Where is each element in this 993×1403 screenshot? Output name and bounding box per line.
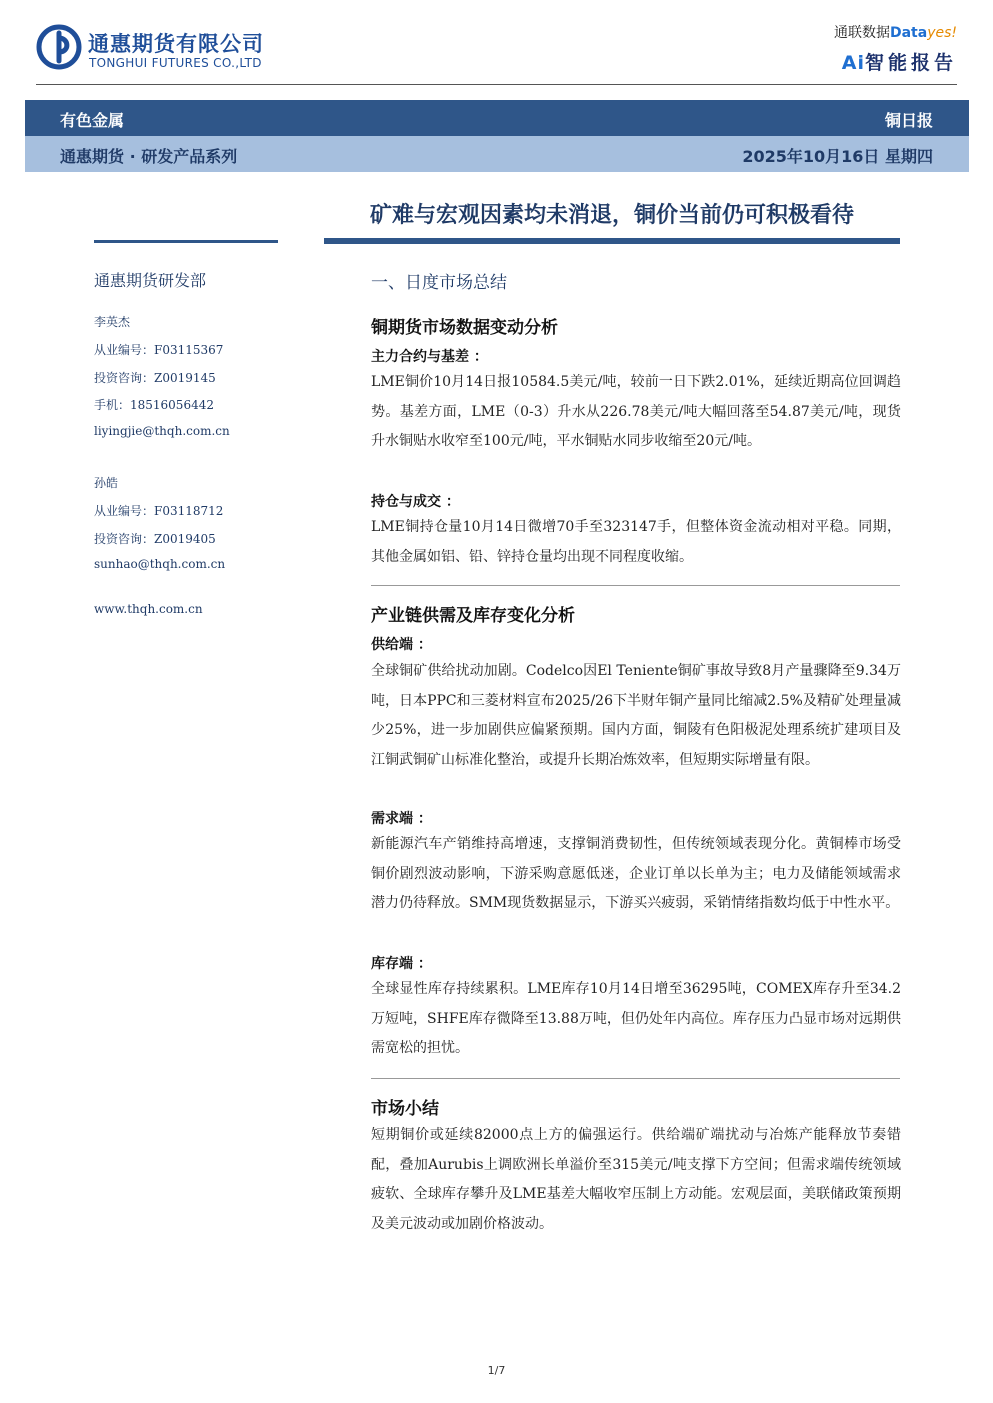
analyst2-license: 从业编号：F03118712 bbox=[94, 504, 224, 518]
analyst1-name: 李英杰 bbox=[94, 315, 131, 329]
block2-sub3: 库存端 ： bbox=[371, 956, 432, 972]
block1-sub1: 主力合约与基差 ： bbox=[371, 349, 488, 365]
analyst2-consult: 投资咨询：Z0019405 bbox=[94, 532, 216, 546]
company-name-cn: 通惠期货有限公司 bbox=[88, 32, 264, 56]
category-label: 有色金属 bbox=[60, 111, 125, 130]
series-bar bbox=[25, 136, 969, 172]
block1-sub2: 持仓与成交 ： bbox=[371, 494, 460, 510]
section-heading: 一、日度市场总结 bbox=[371, 273, 507, 293]
header-divider bbox=[36, 84, 957, 85]
title-underline bbox=[324, 238, 900, 244]
brand-prefix: 通联数据 bbox=[833, 25, 890, 41]
analyst2-email[interactable]: sunhao@thqh.com.cn bbox=[94, 557, 226, 571]
datayes-brand bbox=[757, 22, 957, 74]
category-bar bbox=[25, 100, 969, 136]
sidebar-topline bbox=[94, 240, 278, 243]
report-title: 矿难与宏观因素均未消退，铜价当前仍可积极看待 bbox=[369, 203, 854, 228]
analyst2-name: 孙皓 bbox=[94, 476, 119, 490]
brand-ai-report bbox=[842, 48, 957, 75]
block1-para1: LME铜价10月14日报10584.5美元/吨，较前一日下跌2.01%，延续近期高位回调趋势。基差方面，LME（0-3）升水从226.78美元/吨大幅回落至54.87美元/吨，现货升水铜贴水收窄至100元/吨，平水铜贴水同步收缩至20元/吨。 bbox=[371, 374, 901, 449]
brand-data: Data bbox=[889, 25, 928, 41]
block3-heading: 市场小结 bbox=[371, 1099, 439, 1119]
series-label: 通惠期货 · 研发产品系列 bbox=[60, 147, 238, 166]
company-website[interactable]: www.thqh.com.cn bbox=[94, 602, 203, 616]
analyst1-consult: 投资咨询：Z0019145 bbox=[94, 371, 216, 385]
block2-para1: 全球铜矿供给扰动加剧。Codelco因El Teniente铜矿事故导致8月产量骤降至9.34万吨，日本PPC和三菱材料宣布2025/26下半财年铜产量同比缩减2.5%及精矿处理量减少25%，进一步加剧供应偏紧预期。国内方面，铜陵有色阳极泥处理系统扩建项目及江铜武铜矿山标准化整治，或提升长期冶炼效率，但短期实际增量有限。 bbox=[371, 663, 901, 768]
brand-report: 智能报告 bbox=[864, 52, 957, 74]
company-logo-icon bbox=[36, 24, 82, 70]
report-type-label: 铜日报 bbox=[884, 111, 933, 130]
block2-heading: 产业链供需及库存变化分析 bbox=[371, 606, 575, 626]
brand-datayes bbox=[834, 22, 957, 42]
divider-2 bbox=[371, 1078, 900, 1079]
brand-yes: yes! bbox=[927, 25, 957, 41]
analyst1-phone: 手机：18516056442 bbox=[94, 398, 214, 412]
company-logo bbox=[36, 24, 286, 74]
report-date: 2025年10月16日 星期四 bbox=[742, 147, 933, 166]
block1-heading: 铜期货市场数据变动分析 bbox=[371, 318, 558, 338]
department-name: 通惠期货研发部 bbox=[94, 271, 207, 290]
block1-para2: LME铜持仓量10月14日微增70手至323147手，但整体资金流动相对平稳。同期，其他金属如铝、铅、锌持仓量均出现不同程度收缩。 bbox=[371, 519, 901, 565]
divider-1 bbox=[371, 585, 900, 586]
brand-ai: Ai bbox=[841, 52, 865, 74]
block2-sub1: 供给端 ： bbox=[371, 637, 432, 653]
page-number: 1/7 bbox=[487, 1364, 506, 1377]
block2-para3: 全球显性库存持续累积。LME库存10月14日增至36295吨，COMEX库存升至34.2万短吨，SHFE库存微降至13.88万吨，但仍处年内高位。库存压力凸显市场对远期供需宽松的担忧。 bbox=[371, 981, 901, 1056]
analyst1-license: 从业编号：F03115367 bbox=[94, 343, 224, 357]
company-name-en: TONGHUI FUTURES CO.,LTD bbox=[89, 56, 262, 70]
analyst1-email[interactable]: liyingjie@thqh.com.cn bbox=[94, 424, 230, 438]
block3-para1: 短期铜价或延续82000点上方的偏强运行。供给端矿端扰动与冶炼产能释放节奏错配，叠加Aurubis上调欧洲长单溢价至315美元/吨支撑下方空间；但需求端传统领域疲软、全球库存攀升及LME基差大幅收窄压制上方动能。宏观层面，美联储政策预期及美元波动或加剧价格波动。 bbox=[371, 1127, 901, 1232]
block2-sub2: 需求端 ： bbox=[371, 811, 432, 827]
block2-para2: 新能源汽车产销维持高增速，支撑铜消费韧性，但传统领域表现分化。黄铜棒市场受铜价剧烈波动影响，下游采购意愿低迷，企业订单以长单为主；电力及储能领域需求潜力仍待释放。SMM现货数据显示，下游买兴疲弱，采销情绪指数均低于中性水平。 bbox=[371, 836, 901, 911]
